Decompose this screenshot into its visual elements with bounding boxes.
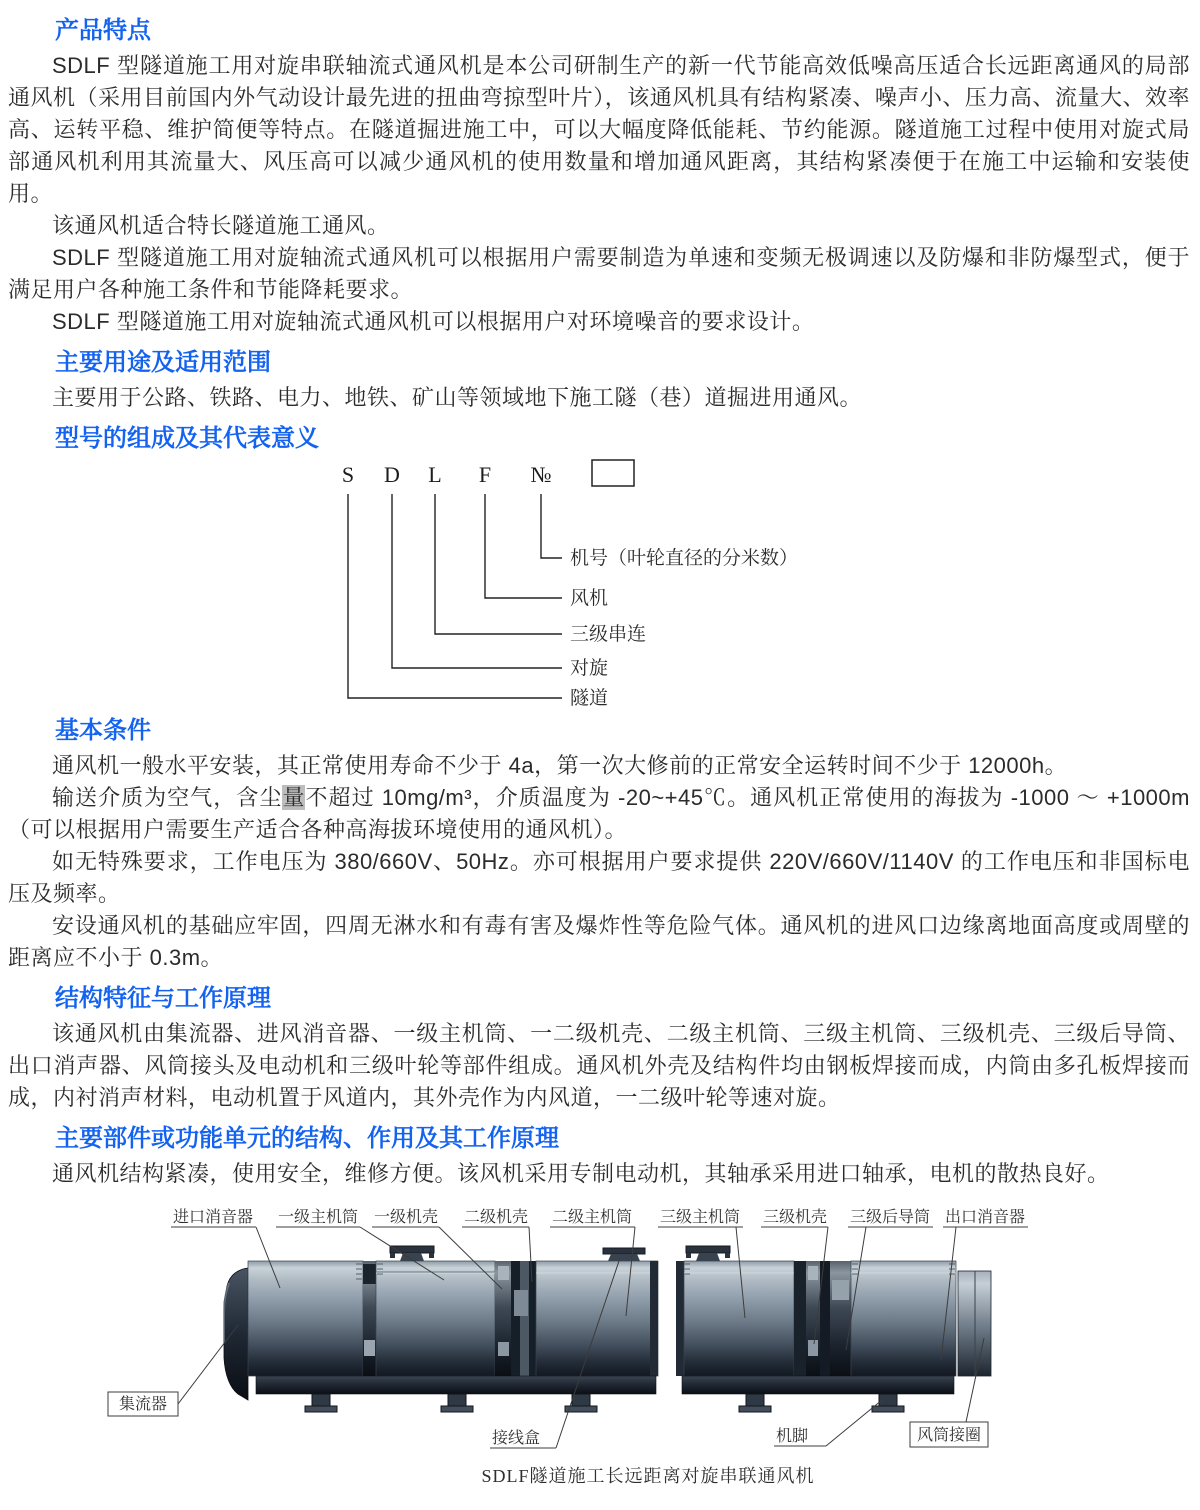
label-machine-foot: 机脚 — [776, 1428, 809, 1445]
section-heading-basic: 基本条件 — [55, 717, 151, 744]
figure-caption: SDLF隧道施工长远距离对旋串联通风机 — [481, 1466, 815, 1486]
basic-p2-post: 不超过 10mg/m³，介质温度为 -20~+45℃。通风机正常使用的海拔为 -1000 ～ +1000m（可以根据用户需要生产适合各种高海拔环境使用的通风机）。 — [8, 785, 1190, 842]
model-letter-f: F — [478, 462, 492, 487]
basic-p2-pre: 输送介质为空气，含尘 — [52, 785, 283, 810]
model-label-three-stage-series: 三级串连 — [570, 624, 647, 645]
label-stage1-main-barrel: 一级主机筒 — [278, 1209, 359, 1226]
label-stage3-rear-guide-barrel: 三级后导筒 — [850, 1209, 931, 1226]
lifting-handle-1 — [390, 1246, 434, 1261]
basic-p2-highlighted-char: 量 — [282, 785, 306, 810]
model-letter-no: № — [530, 462, 552, 487]
features-paragraph-2: 该通风机适合特长隧道施工通风。 — [52, 213, 390, 238]
section-heading-model: 型号的组成及其代表意义 — [55, 425, 319, 452]
model-number-box — [592, 460, 634, 486]
features-paragraph-3: SDLF 型隧道施工用对旋轴流式通风机可以根据用户需要制造为单速和变频无极调速以及防爆和非防爆型式，便于满足用户各种施工条件和节能降耗要求。 — [8, 245, 1190, 302]
model-letter-d: D — [384, 462, 400, 487]
structure-paragraph: 该通风机由集流器、进风消音器、一级主机筒、一二级机壳、二级主机筒、三级主机筒、三级机壳、三级后导筒、出口消声器、风筒接头及电动机和三级叶轮等部件组成。通风机外壳及结构件均由钢板焊接而成，内筒由多孔板焊接而成，内衬消声材料，电动机置于风道内，其外壳作为内风道，一二级叶轮等速对旋。 — [8, 1021, 1190, 1110]
features-paragraph-4: SDLF 型隧道施工用对旋轴流式通风机可以根据用户对环境噪音的要求设计。 — [52, 309, 815, 334]
model-letter-s: S — [341, 462, 355, 487]
parts-paragraph: 通风机结构紧凑，使用安全，维修方便。该风机采用专制电动机，其轴承采用进口轴承，电机的散热良好。 — [52, 1161, 1110, 1186]
label-stage3-casing: 三级机壳 — [763, 1209, 828, 1226]
label-junction-box: 接线盒 — [492, 1430, 541, 1447]
label-duct-connection-ring: 风筒接圈 — [916, 1427, 982, 1444]
label-stage1-casing: 一级机壳 — [374, 1209, 439, 1226]
label-inlet-silencer: 进口消音器 — [173, 1209, 254, 1226]
label-outlet-silencer: 出口消音器 — [945, 1209, 1026, 1226]
model-label-tunnel: 隧道 — [570, 688, 609, 706]
section-heading-usage: 主要用途及适用范围 — [55, 349, 271, 376]
model-label-contra-rotating: 对旋 — [570, 658, 609, 679]
fan-body-drawing — [224, 1246, 991, 1412]
usage-paragraph: 主要用于公路、铁路、电力、地铁、矿山等领域地下施工隧（巷）道掘进用通风。 — [52, 385, 863, 410]
model-letter-l: L — [428, 462, 442, 487]
model-label-fan: 风机 — [570, 588, 609, 609]
section-heading-parts: 主要部件或功能单元的结构、作用及其工作原理 — [55, 1125, 559, 1152]
label-stage3-main-barrel: 三级主机筒 — [660, 1209, 741, 1226]
label-stage2-casing: 二级机壳 — [464, 1209, 529, 1226]
section-heading-structure: 结构特征与工作原理 — [55, 985, 271, 1012]
basic-paragraph-2 — [8, 782, 1190, 846]
mounting-feet — [305, 1394, 904, 1412]
model-label-fan-number: 机号（叶轮直径的分米数） — [570, 548, 799, 569]
label-collector: 集流器 — [118, 1396, 168, 1413]
label-stage2-main-barrel: 二级主机筒 — [552, 1209, 633, 1226]
features-paragraph-1: SDLF 型隧道施工用对旋串联轴流式通风机是本公司研制生产的新一代节能高效低噪高压适合长远距离通风的局部通风机（采用目前国内外气动设计最先进的扭曲弯掠型叶片），该通风机具有结构紧凑、噪声小、压力高、流量大、效率高、运转平稳、维护简便等特点。在隧道掘进施工中，可以大幅度降低能耗、节约能源。隧道施工过程中使用对旋式局部通风机利用其流量大、风压高可以减少通风机的使用数量和增加通风距离，其结构紧凑便于在施工中运输和安装使用。 — [8, 53, 1190, 206]
lifting-handle-2 — [686, 1246, 730, 1261]
basic-paragraph-4: 安设通风机的基础应牢固，四周无淋水和有毒有害及爆炸性等危险气体。通风机的进风口边缘离地面高度或周壁的距离应不小于 0.3m。 — [8, 913, 1190, 970]
junction-box — [603, 1248, 645, 1261]
basic-paragraph-1: 通风机一般水平安装，其正常使用寿命不少于 4a，第一次大修前的正常安全运转时间不少于 12000h。 — [52, 753, 1068, 778]
basic-paragraph-3: 如无特殊要求，工作电压为 380/660V、50Hz。亦可根据用户要求提供 220V/660V/1140V 的工作电压和非国标电压及频率。 — [8, 849, 1190, 906]
fan-structure-figure — [8, 1190, 1200, 1508]
model-composition-diagram — [330, 458, 1150, 706]
section-heading-features: 产品特点 — [55, 17, 151, 44]
